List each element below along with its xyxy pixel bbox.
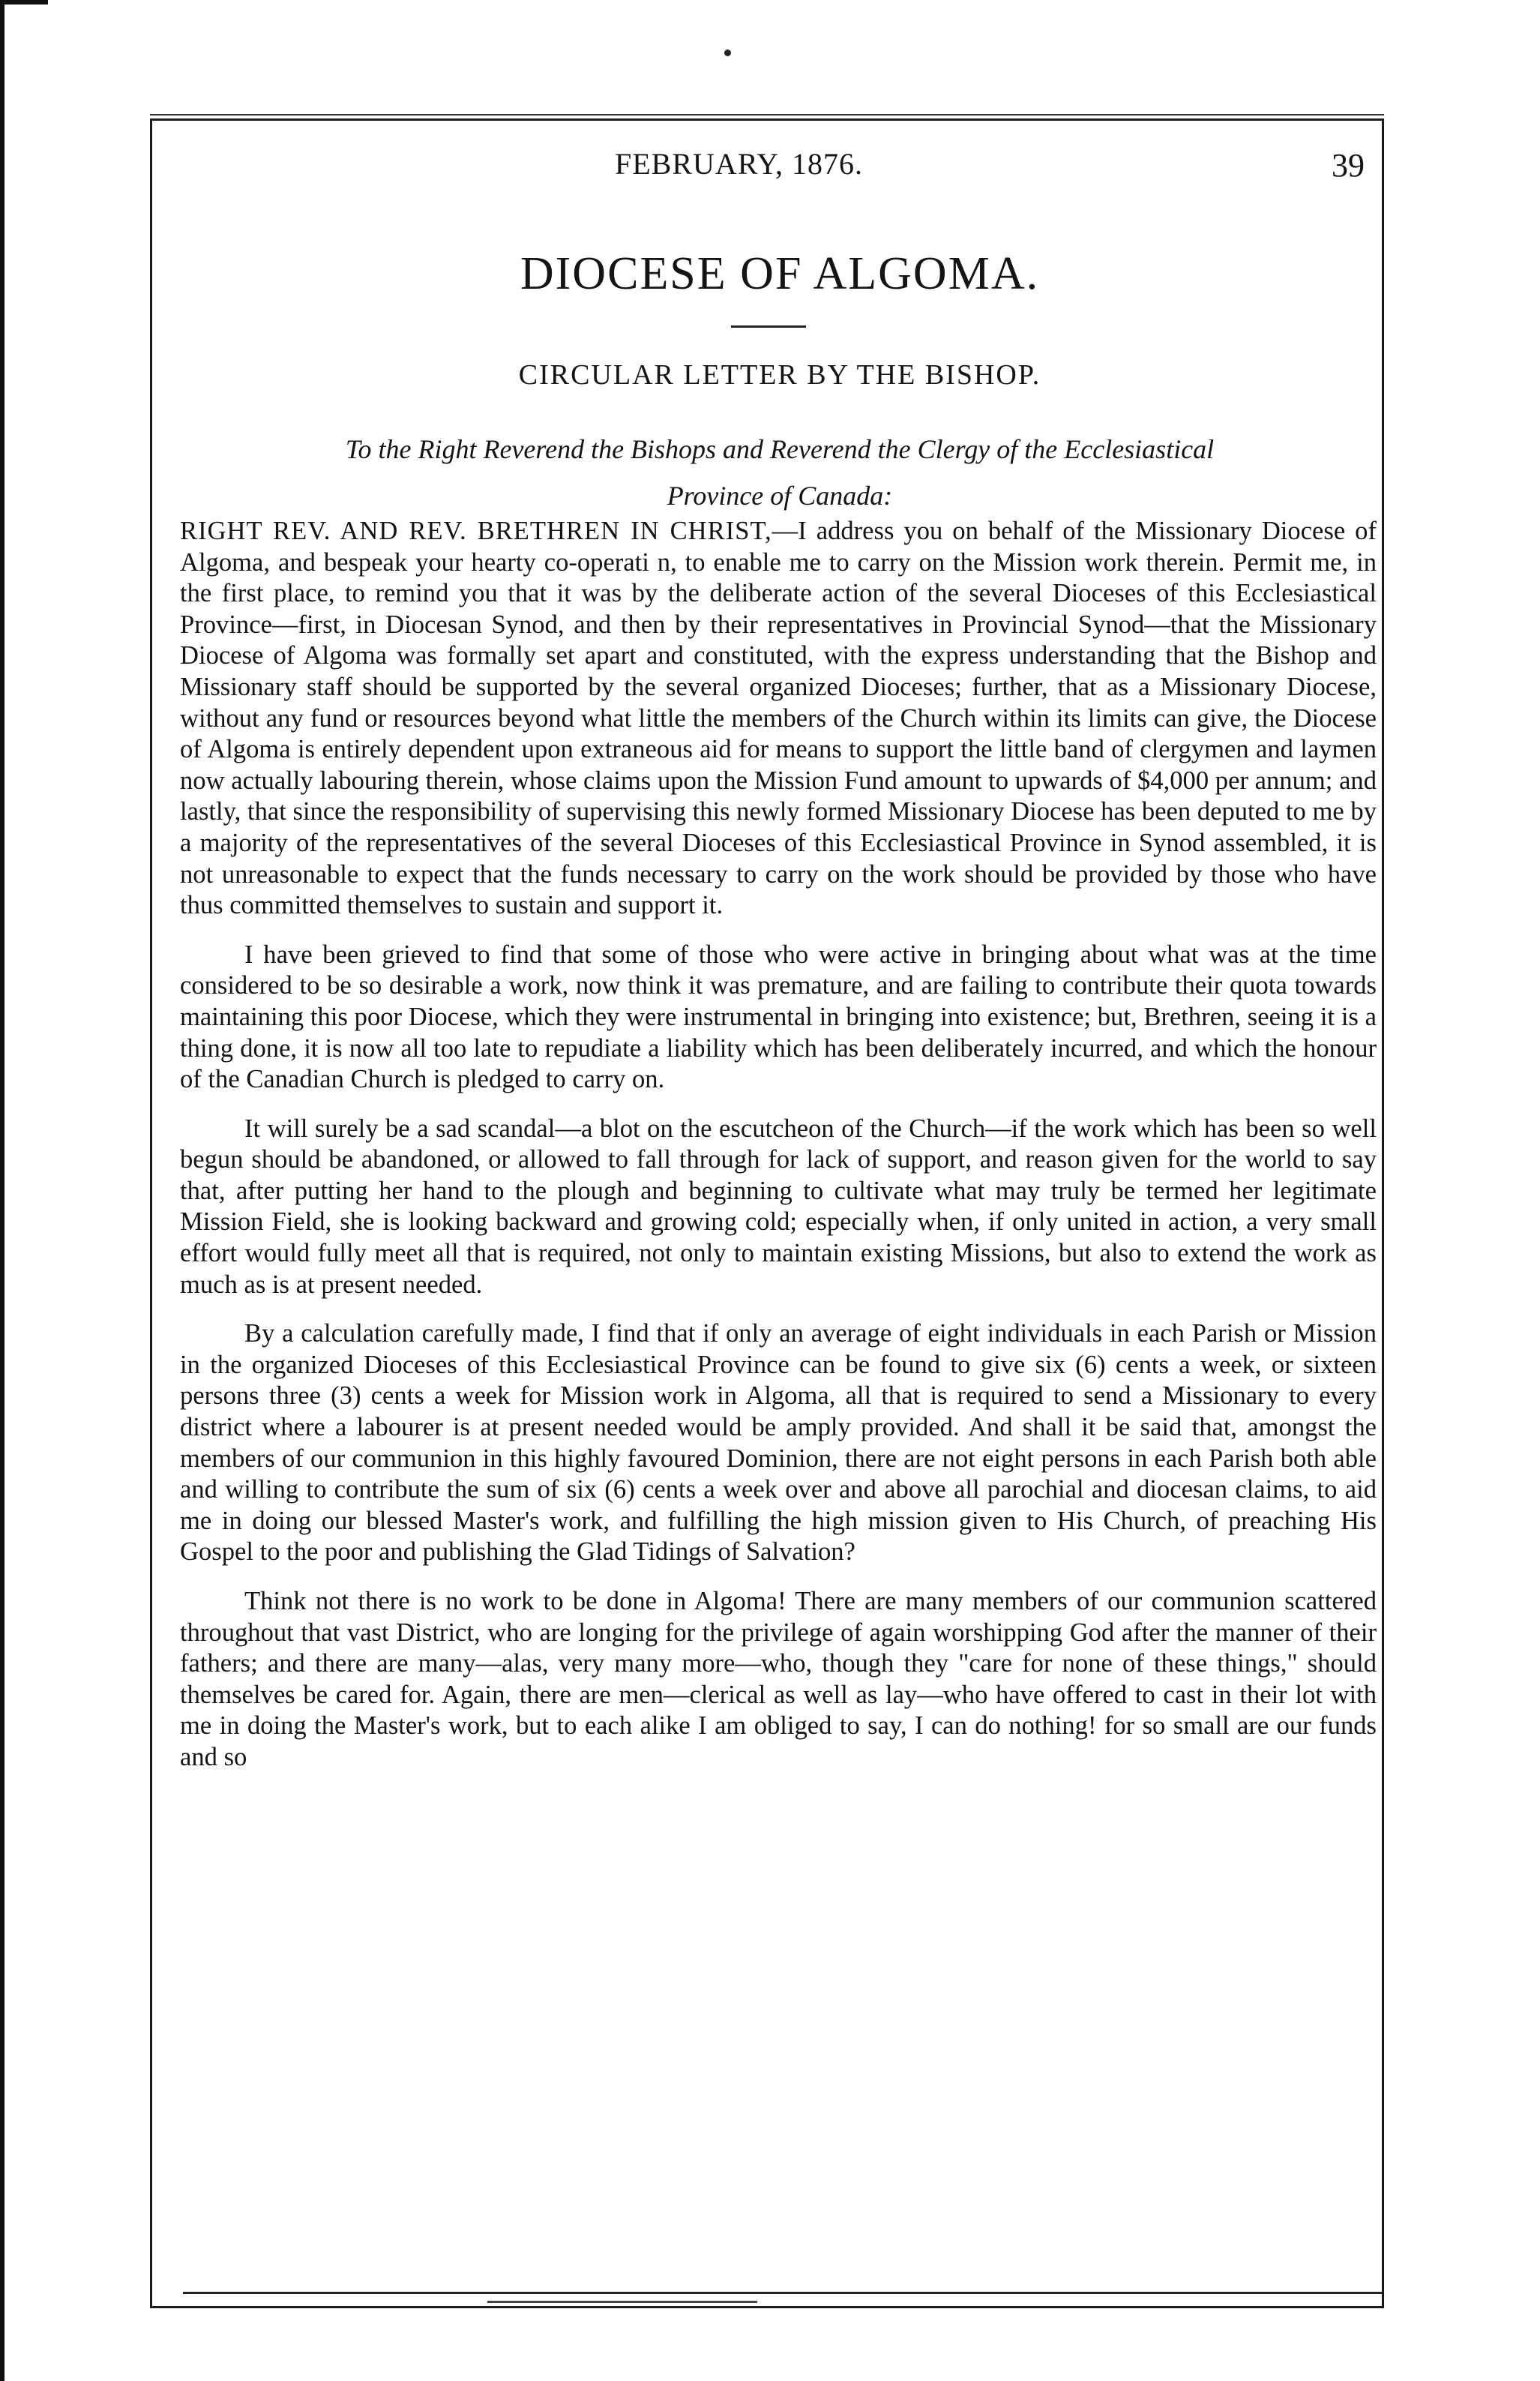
title-divider	[731, 325, 806, 328]
scan-edge-mark	[0, 0, 4, 2381]
bottom-rule	[183, 2292, 1383, 2294]
running-title: FEBRUARY, 1876.	[615, 147, 864, 181]
scan-corner-mark	[0, 0, 48, 4]
salutation: RIGHT REV. AND REV. BRETHREN IN CHRIST,	[180, 517, 772, 545]
letter-body	[180, 516, 1377, 1774]
scan-dot	[724, 49, 731, 56]
running-head	[187, 146, 1365, 191]
paragraph-5: Think not there is no work to be done in Algoma! There are many members of our communion scattered throughout that vast District, who are longing for the privilege of again worshipping God after the manner of their fathers; and there are many—alas, very many more—who, though they "care for none of these things," should themselves be cared for. Again, there are men—clerical as well as lay—who have offered to cast in their lot with me in doing the Master's work, but to each alike I am obliged to say, I can do nothing! for so small are our funds and so	[180, 1587, 1377, 1771]
address-line-2: Province of Canada:	[667, 481, 893, 511]
address-line-1: To the Right Reverend the Bishops and Reverend the Clergy of the Ecclesiastical	[345, 434, 1215, 464]
paragraph-1	[180, 516, 1377, 922]
paragraph-2: I have been grieved to find that some of those who were active in bringing about what was at the time considered to be so desirable a work, now think it was premature, and are failing to contribute their quota towards maintaining this poor Diocese, which they were instrumental in bringing into existence; but, Brethren, seeing it is a thing done, it is now all too late to repudiate a liability which has been deliberately incurred, and which the honour of the Canadian Church is pledged to carry on.	[180, 940, 1377, 1094]
article-subtitle: CIRCULAR LETTER BY THE BISHOP.	[518, 359, 1041, 391]
article-title: DIOCESE OF ALGOMA.	[520, 248, 1040, 299]
address-block	[180, 426, 1380, 519]
bottom-stub-rule	[487, 2301, 757, 2303]
paragraph-3: It will surely be a sad scandal—a blot on the escutcheon of the Church—if the work which has been so well begun should be abandoned, or allowed to fall through for lack of support, and reason given for the world to say that, after putting her hand to the plough and beginning to cultivate what may truly be termed her legitimate Mission Field, she is looking backward and growing cold; especially when, if only united in action, a very small effort would fully meet all that is required, not only to maintain existing Missions, but also to extend the work as much as is at present needed.	[180, 1114, 1377, 1299]
frame-top-rule	[150, 114, 1384, 115]
paragraph-1-text: —I address you on behalf of the Missionary Diocese of Algoma, and bespeak your hearty co-operati n, to enable me to carry on the Mission work therein. Permit me, in the first place, to remind you that it was by the deliberate action of the several Dioceses of this Ecclesiastical Province—first, in Diocesan Synod, and then by their representatives in Provincial Synod—that the Missionary Diocese of Algoma was formally set apart and constituted, with the express understanding that the Bishop and Missionary staff should be supported by the several organized Dioceses; further, that as a Missionary Diocese, without any fund or resources beyond what little the members of the Church within its limits can give, the Diocese of Algoma is entirely dependent upon extraneous aid for means to support the little band of clergymen and laymen now actually labouring therein, whose claims upon the Mission Fund amount to upwards of $4,000 per annum; and lastly, that since the responsibility of supervising this newly formed Missionary Diocese has been deputed to me by a majority of the representatives of the several Dioceses of this Ecclesiastical Province in Synod assembled, it is not unreasonable to expect that the funds necessary to carry on the work should be provided by those who have thus committed themselves to sustain and support it.	[180, 517, 1377, 920]
page-number: 39	[1332, 147, 1365, 184]
paragraph-4: By a calculation carefully made, I find that if only an average of eight individuals in each Parish or Mission in the organized Dioceses of this Ecclesiastical Province can be found to give six (6) cents a week, or sixteen persons three (3) cents a week for Mission work in Algoma, all that is required to send a Missionary to every district where a labourer is at present needed would be amply provided. And shall it be said that, amongst the members of our communion in this highly favoured Dominion, there are not eight persons in each Parish both able and willing to contribute the sum of six (6) cents a week over and above all parochial and diocesan claims, to aid me in doing our blessed Master's work, and fulfilling the high mission given to His Church, of preaching His Gospel to the poor and publishing the Glad Tidings of Salvation?	[180, 1319, 1377, 1567]
